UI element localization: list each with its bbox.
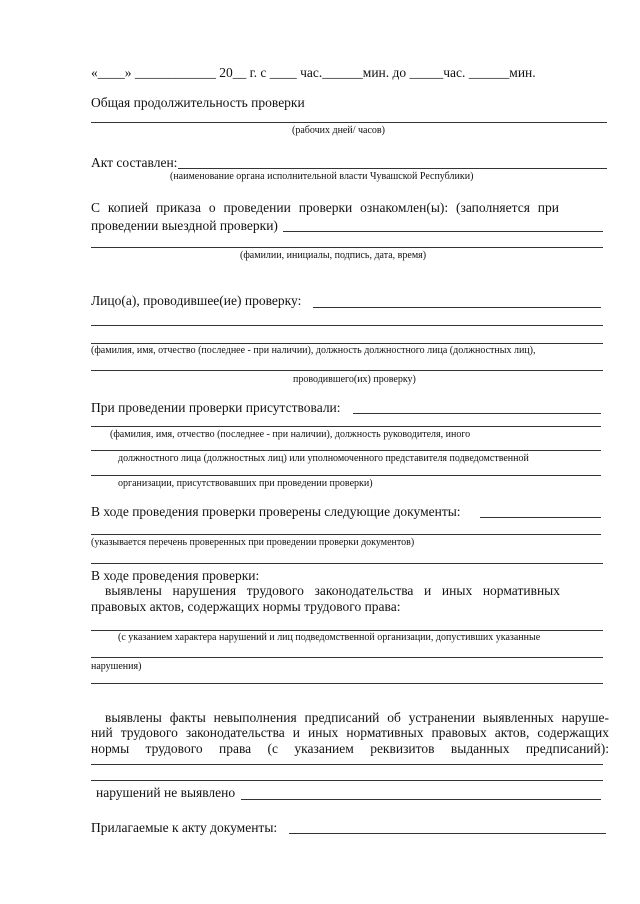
inspectors-hint-1: (фамилия, имя, отчество (последнее - при наличии), должность должностного лица (должностных лиц), [91, 345, 536, 356]
violations-hint-1: (с указанием характера нарушений и лиц подведомственной организации, допустивших указанные [118, 632, 541, 643]
order-copy-line-1: С копией приказа о проведении проверки ознакомлен(ы): (заполняется при [91, 200, 559, 215]
violations-field-line[interactable] [91, 630, 603, 631]
act-compiled-field-line[interactable] [178, 168, 607, 169]
present-hint-2: должностного лица (должностных лиц) или уполномоченного представителя подведомственной [118, 453, 529, 464]
noncompliance-field-line[interactable] [91, 764, 603, 765]
attachments-field-line[interactable] [289, 833, 606, 834]
attachments-label: Прилагаемые к акту документы: [91, 820, 278, 835]
violations-line-2: правовых актов, содержащих нормы трудового права: [91, 599, 401, 614]
present-field-line-3[interactable] [91, 450, 601, 451]
no-violations-field-line[interactable] [241, 799, 601, 800]
present-field-line-2[interactable] [91, 426, 601, 427]
inspectors-field-line-4[interactable] [91, 370, 603, 371]
order-copy-line-2: проведении выездной проверки) [91, 218, 278, 233]
inspectors-field-line-2[interactable] [91, 325, 603, 326]
present-field-line[interactable] [353, 413, 601, 414]
order-copy-field-line[interactable] [283, 231, 603, 232]
present-hint-3: организации, присутствовавших при проведении проверки) [118, 478, 373, 489]
documents-field-line[interactable] [480, 517, 601, 518]
inspectors-field-line[interactable] [313, 307, 601, 308]
present-label: При проведении проверки присутствовали: [91, 400, 341, 415]
noncompliance-field-line-2[interactable] [91, 780, 603, 781]
duration-field-line[interactable] [91, 122, 607, 123]
violations-hint-2: нарушения) [91, 661, 142, 672]
documents-field-line-2[interactable] [91, 534, 601, 535]
order-copy-field-line-2[interactable] [91, 247, 603, 248]
noncompliance-line-1: выявлены факты невыполнения предписаний об устранении выявленных наруше- [105, 710, 609, 725]
duration-hint: (рабочих дней/ часов) [292, 125, 385, 136]
noncompliance-line-2: ний трудового законодательства и иных нормативных правовых актов, содержащих [91, 725, 609, 740]
violations-field-line-3[interactable] [91, 683, 603, 684]
violations-field-line-2[interactable] [91, 657, 603, 658]
act-compiled-hint: (наименование органа исполнительной власти Чувашской Республики) [170, 171, 474, 182]
no-violations-option[interactable]: нарушений не выявлено [96, 785, 236, 800]
act-compiled-label: Акт составлен: [91, 155, 178, 170]
violations-line-1: выявлены нарушения трудового законодательства и иных нормативных [105, 583, 560, 598]
findings-label: В ходе проведения проверки: [91, 568, 260, 583]
order-copy-hint: (фамилии, инициалы, подпись, дата, время) [240, 250, 427, 261]
inspectors-label: Лицо(а), проводившее(ие) проверку: [91, 293, 302, 308]
inspectors-hint-2: проводившего(их) проверку) [293, 374, 416, 385]
documents-hint: (указывается перечень проверенных при проведении проверки документов) [91, 537, 415, 548]
noncompliance-line-3: нормы трудового права (с указанием реквизитов выданных предписаний): [91, 741, 609, 756]
present-hint-1: (фамилия, имя, отчество (последнее - при наличии), должность руководителя, иного [110, 429, 471, 440]
date-time-line: «____» ____________ 20__ г. с ____ час.______мин. до _____час. ______мин. [91, 65, 536, 80]
documents-label: В ходе проведения проверки проверены следующие документы: [91, 504, 461, 519]
duration-label: Общая продолжительность проверки [91, 95, 305, 110]
documents-field-line-3[interactable] [91, 563, 603, 564]
present-field-line-4[interactable] [91, 475, 601, 476]
inspectors-field-line-3[interactable] [91, 343, 603, 344]
